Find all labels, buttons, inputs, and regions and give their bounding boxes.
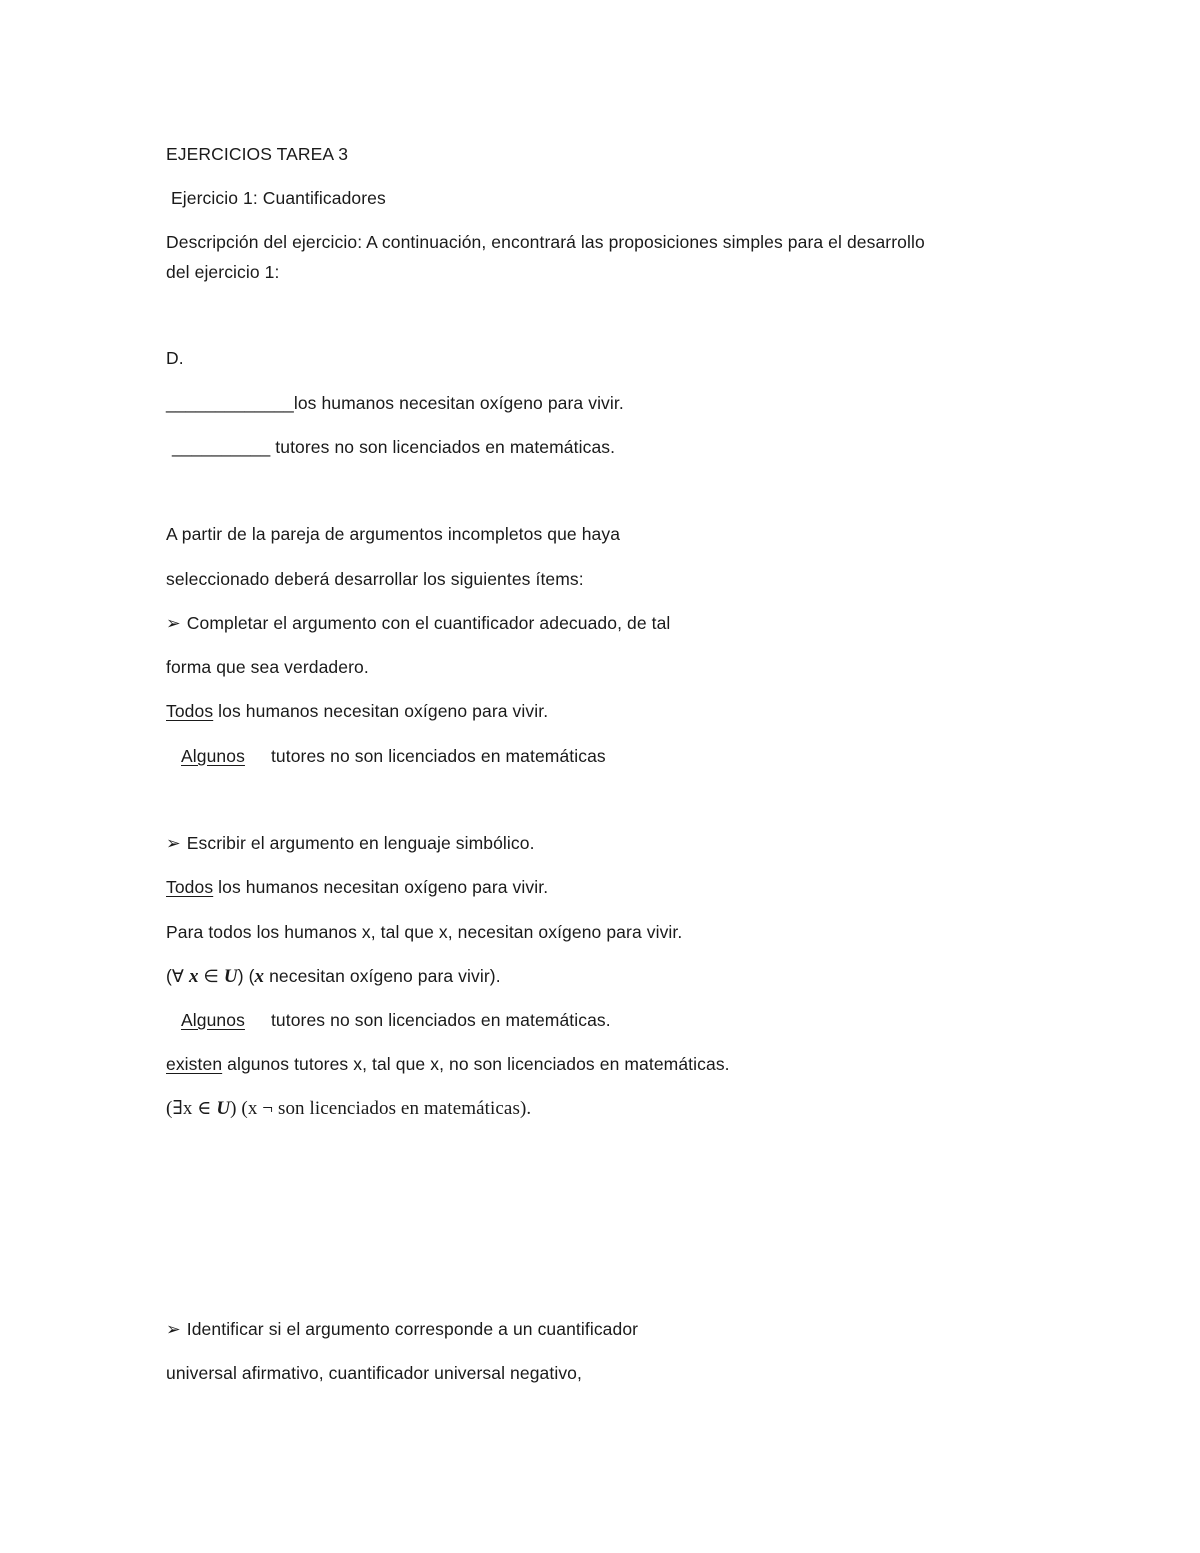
item-3-line-2: universal afirmativo, cuantificador universal negativo, xyxy=(166,1363,582,1383)
quantifier-algunos: Algunos xyxy=(181,1010,245,1030)
quantifier-todos: Todos xyxy=(166,877,214,897)
existen-text: algunos tutores x, tal que x, no son licenciados en matemáticas. xyxy=(222,1054,730,1074)
proposition-2 xyxy=(172,435,615,459)
description-line-1: Descripción del ejercicio: A continuación, encontrará las proposiciones simples para el desarrollo xyxy=(166,232,925,252)
symbolic-expression-1: (∀ x ∈ U) (x necesitan oxígeno para vivir). xyxy=(166,966,501,987)
answer-todos-text: los humanos necesitan oxígeno para vivir. xyxy=(213,701,549,721)
arrow-bullet-icon: ➢ xyxy=(166,613,181,633)
proposition-1 xyxy=(166,391,624,415)
answer-todos xyxy=(166,699,548,723)
item-2-text: Escribir el argumento en lenguaje simbólico. xyxy=(186,833,535,853)
existen-line xyxy=(166,1052,730,1076)
item-1-line-1 xyxy=(166,611,670,635)
item-1-text: Completar el argumento con el cuantificador adecuado, de tal xyxy=(186,613,671,633)
item-2 xyxy=(166,831,535,855)
proposition-1-text: los humanos necesitan oxígeno para vivir. xyxy=(293,393,624,413)
proposition-2-text: tutores no son licenciados en matemáticas. xyxy=(270,437,616,457)
answer-algunos xyxy=(181,744,606,768)
intro-line-1: A partir de la pareja de argumentos incompletos que haya xyxy=(166,524,621,544)
item-1-line-2: forma que sea verdadero. xyxy=(166,657,369,677)
blank-line: __________ xyxy=(172,437,271,457)
symbolic-todos-text: los humanos necesitan oxígeno para vivir. xyxy=(213,877,549,897)
intro-line-2: seleccionado deberá desarrollar los siguientes ítems: xyxy=(166,569,584,589)
quantifier-existen: existen xyxy=(166,1054,223,1074)
exercise-heading: Ejercicio 1: Cuantificadores xyxy=(171,188,386,208)
symbolic-algunos-text: tutores no son licenciados en matemáticas. xyxy=(270,1010,611,1030)
symbolic-algunos xyxy=(181,1008,611,1032)
document-title: EJERCICIOS TAREA 3 xyxy=(166,144,349,164)
arrow-bullet-icon: ➢ xyxy=(166,833,181,853)
para-todos-line: Para todos los humanos x, tal que x, necesitan oxígeno para vivir. xyxy=(166,922,683,942)
blank-line: _____________ xyxy=(166,393,294,413)
item-3-text: Identificar si el argumento corresponde a un cuantificador xyxy=(186,1319,639,1339)
item-3-line-1 xyxy=(166,1317,638,1341)
description-line-2: del ejercicio 1: xyxy=(166,262,280,282)
quantifier-algunos: Algunos xyxy=(181,746,245,766)
quantifier-todos: Todos xyxy=(166,701,214,721)
answer-algunos-text: tutores no son licenciados en matemáticas xyxy=(270,746,606,766)
arrow-bullet-icon: ➢ xyxy=(166,1319,181,1339)
symbolic-todos xyxy=(166,875,548,899)
symbolic-expression-2: (∃x ∈ U) (x ¬ son licenciados en matemáticas). xyxy=(166,1098,532,1119)
option-label: D. xyxy=(166,348,184,368)
